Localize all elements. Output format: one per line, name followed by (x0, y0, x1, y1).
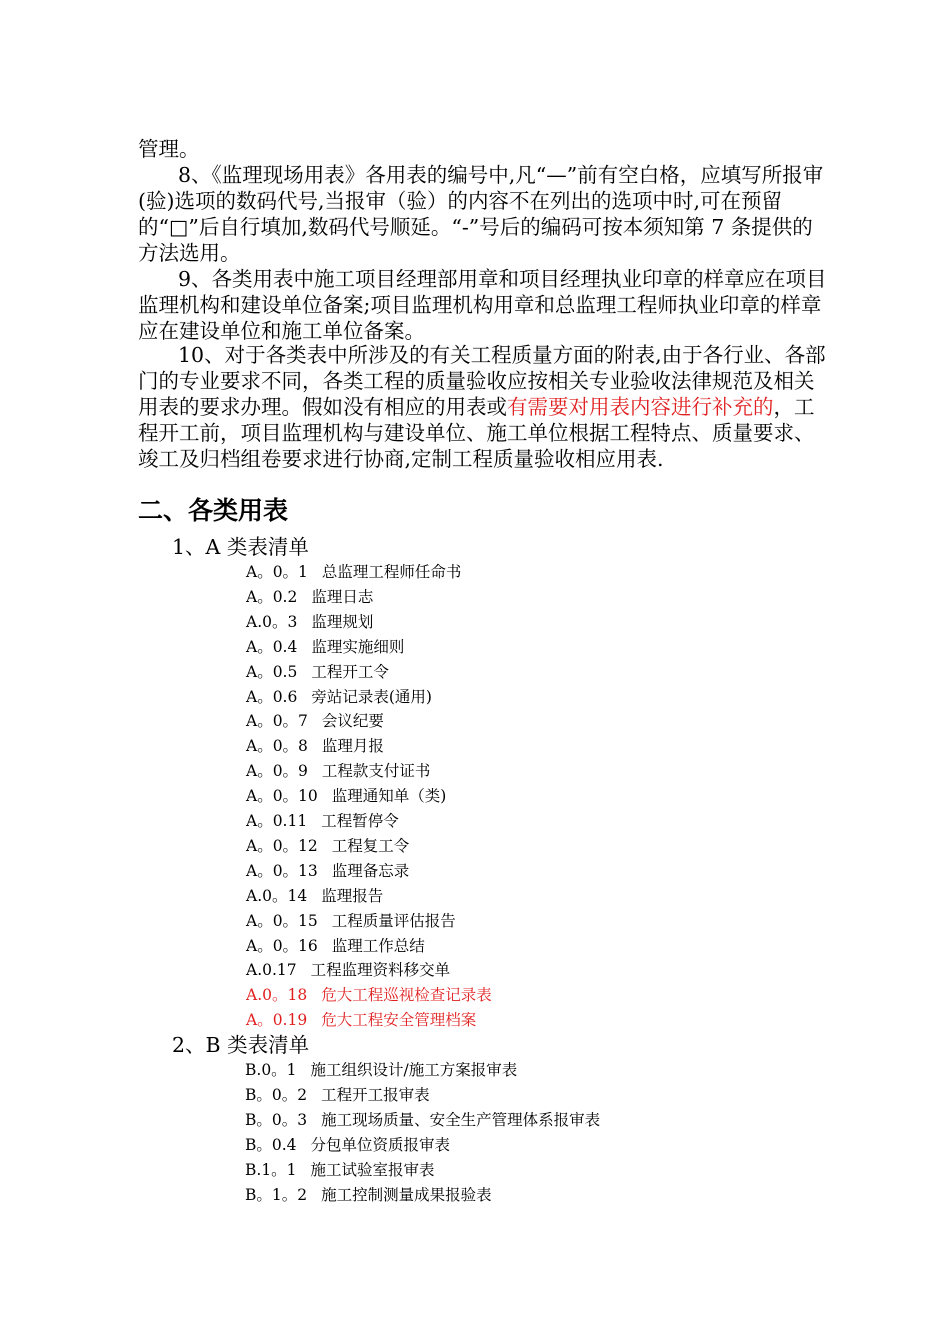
list-item-name: 工程开工报审表 (321, 1085, 430, 1104)
list-item (246, 959, 450, 981)
list-item-code: B。0.4 (245, 1135, 297, 1154)
paragraph-10-highlight: 有需要对用表内容进行补充的 (507, 395, 774, 419)
list-item (246, 561, 461, 583)
list-item-name: 工程监理资料移交单 (310, 961, 451, 980)
list-item-name: 监理通知单（类) (331, 787, 447, 806)
list-item (246, 735, 384, 757)
list-item (246, 785, 446, 807)
list-item-code: A。0.2 (246, 587, 298, 606)
list-item-name: 监理实施细则 (311, 637, 405, 656)
list-item-code: A。0。1 (246, 563, 308, 581)
list-item-code: B。0。3 (245, 1110, 308, 1129)
list-item-code: A.0。3 (246, 612, 298, 631)
list-item (245, 1184, 492, 1206)
list-item-code: B。1。2 (245, 1185, 308, 1204)
list-item-name: 旁站记录表(通用) (311, 687, 432, 706)
list-item-code: A。0.5 (246, 662, 298, 681)
list-item-code: B。0。2 (245, 1085, 308, 1104)
list-item-code: A。0。7 (246, 712, 308, 731)
list-item (246, 910, 456, 932)
list-item-code: B.0。1 (245, 1061, 297, 1079)
section-title: 二、各类用表 (138, 496, 289, 525)
paragraph-10-text-a: 10、对于各类表中所涉及的有关工程质量方面的附表,由于各行业、各部门的专业要求不同，各类工程的质量验收应按相关专业验收法律规范及相关用表的要求办理。假如没有相应的用表或 (138, 343, 826, 419)
list-item (246, 636, 404, 658)
list-item-name: 监理备忘录 (331, 861, 410, 880)
list-item-name: 施工现场质量、安全生产管理体系报审表 (321, 1110, 601, 1129)
list-item (246, 760, 430, 782)
list-item-code: A。0。9 (246, 762, 308, 781)
list-item (246, 885, 383, 907)
list-item-code: A。0。15 (246, 911, 318, 930)
paragraph-item-8: 8、《监理现场用表》各用表的编号中,凡“—”前有空白格，应填写所报审(验)选项的数码代号,当报审（验）的内容不在列出的选项中时,可在预留的“□”后自行填加,数码代号顺延。“-”号后的编码可按本须知第 7 条提供的方法选用。 (138, 163, 824, 265)
list-item (245, 1159, 435, 1181)
list-item-name: 分包单位资质报审表 (310, 1135, 451, 1154)
list-item (246, 586, 373, 608)
list-item-name: 危大工程安全管理档案 (321, 1011, 477, 1030)
list-item (245, 1134, 450, 1156)
paragraph-item-10 (138, 342, 828, 472)
list-item-name: 施工试验室报审表 (310, 1160, 435, 1179)
list-item-name: 监理报告 (321, 886, 384, 905)
list-item (246, 661, 389, 683)
list-item (246, 935, 425, 957)
list-item-name: 工程暂停令 (321, 812, 399, 830)
paragraph-10-text-b: ，工程开工前，项目监理机构与建设单位、施工单位根据工程特点、质量要求、竣工及归档组卷要求进行协商,定制工程质量验收相应用表. (138, 395, 815, 471)
list-item-name: 工程开工令 (311, 662, 389, 681)
list-item-code: A.0.17 (246, 961, 297, 980)
list-a-title: 1、A 类表清单 (172, 535, 309, 559)
list-item-name: 施工组织设计/施工方案报审表 (310, 1061, 518, 1079)
list-item (246, 810, 399, 832)
list-item (246, 835, 409, 857)
list-item-name: 工程质量评估报告 (331, 911, 456, 930)
list-item-code: A。0。13 (246, 861, 318, 880)
list-item-name: 监理日志 (311, 587, 374, 606)
list-b-title: 2、B 类表清单 (172, 1033, 310, 1057)
paragraph-item-9: 9、各类用表中施工项目经理部用章和项目经理执业印章的样章应在项目监理机构和建设单位备案;项目监理机构用章和总监理工程师执业印章的样章应在建设单位和施工单位备案。 (138, 267, 827, 343)
list-item-name: 危大工程巡视检查记录表 (321, 986, 492, 1005)
list-item-code: B.1。1 (245, 1160, 297, 1179)
list-item-code: A。0.4 (246, 637, 298, 656)
list-item (246, 860, 409, 882)
list-item-code: A.0。14 (246, 886, 308, 905)
list-item-name: 施工控制测量成果报验表 (321, 1185, 492, 1204)
list-item-code: A。0.6 (246, 687, 298, 706)
list-item-name: 工程复工令 (331, 836, 410, 855)
list-item-name: 会议纪要 (321, 712, 384, 731)
list-item-code: A。0.11 (246, 812, 308, 830)
list-item (245, 1084, 430, 1106)
list-item-name: 工程款支付证书 (321, 762, 431, 781)
list-item-code: A。0。10 (246, 787, 318, 806)
list-item (245, 1109, 600, 1131)
list-item (246, 611, 373, 633)
list-item-code: A。0.19 (246, 1011, 308, 1030)
list-item (246, 1009, 476, 1031)
list-item-name: 总监理工程师任命书 (321, 563, 462, 581)
list-item-code: A。0。12 (246, 836, 318, 855)
list-item-code: A.0。18 (246, 986, 308, 1005)
list-item (246, 686, 432, 708)
list-item (246, 710, 384, 732)
list-item (246, 984, 492, 1006)
list-item-code: A。0。8 (246, 737, 308, 756)
list-item (245, 1059, 517, 1081)
list-item-name: 监理规划 (311, 612, 374, 631)
list-item-name: 监理月报 (321, 737, 384, 756)
list-item-code: A。0。16 (246, 936, 318, 955)
paragraph-continuation: 管理。 (138, 137, 200, 161)
list-item-name: 监理工作总结 (331, 936, 425, 955)
